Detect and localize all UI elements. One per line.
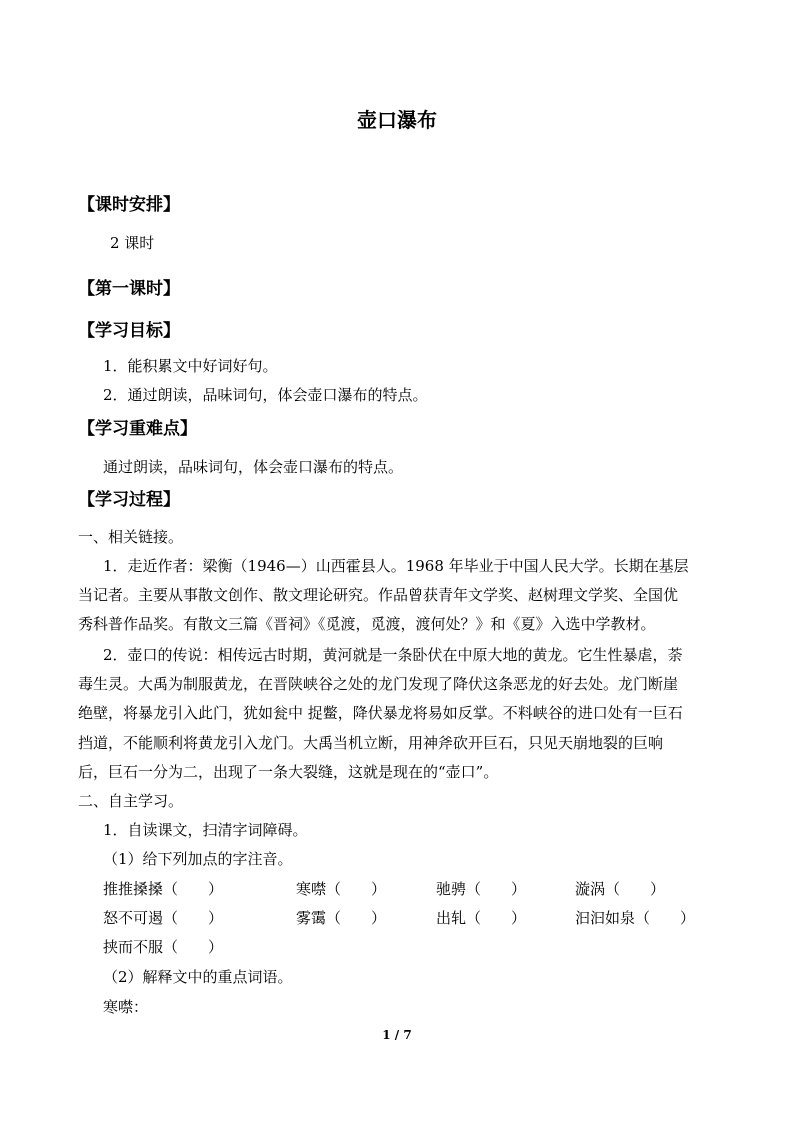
pinyin-item: 漩涡（ ） (575, 880, 666, 898)
pinyin-item: 汩汩如泉（ ） (575, 909, 696, 927)
pinyin-item: 推推搡搡（ ） (103, 880, 224, 898)
lesson1-heading: 【第一课时】 (78, 279, 180, 299)
part2-title: 二、自主学习。 (78, 792, 184, 810)
sub1: （1）给下列加点的字注音。 (103, 850, 293, 868)
para2-line: 绝壁，将暴龙引入此门，犹如瓮中 捉鳖，降伏暴龙将易如反掌。不料峡谷的进口处有一巨石 (78, 704, 683, 722)
para1-line: 秀科普作品奖。有散文三篇《晋祠》《觅渡，觅渡，渡何处？》和《夏》入选中学教材。 (78, 615, 656, 633)
goal-item: 1．能积累文中好词好句。 (103, 357, 278, 375)
para2-line: 后，巨石一分为二，出现了一条大裂缝，这就是现在的“壶口”。 (78, 763, 499, 781)
step1: 1．自读课文，扫清字词障碍。 (103, 821, 308, 839)
page-title: 壶口瀑布 (357, 108, 437, 132)
pinyin-item: 出轧（ ） (436, 909, 527, 927)
para1-line: 1．走近作者：梁衡（1946—）山西霍县人。1968 年毕业于中国人民大学。长期在基层 (103, 557, 689, 575)
pinyin-item: 寒噤（ ） (296, 880, 387, 898)
goals-heading: 【学习目标】 (78, 321, 180, 341)
para2-line: 挡道，不能顺利将黄龙引入龙门。大禹当机立断，用神斧砍开巨石，只见天崩地裂的巨响 (78, 734, 664, 752)
goal-item: 2．通过朗读，品味词句，体会壶口瀑布的特点。 (103, 386, 428, 404)
para2-line: 2．壶口的传说：相传远古时期，黄河就是一条卧伏在中原大地的黄龙。它生性暴虐，荼 (103, 646, 683, 664)
keypoints-text: 通过朗读，品味词句，体会壶口瀑布的特点。 (103, 458, 404, 476)
para1-line: 当记者。主要从事散文创作、散文理论研究。作品曾获青年文学奖、赵树理文学奖、全国优 (78, 586, 679, 604)
pinyin-item: 雾霭（ ） (296, 909, 387, 927)
term-label: 寒噤： (103, 998, 149, 1016)
pinyin-item: 怒不可遏（ ） (103, 909, 224, 927)
part1-title: 一、相关链接。 (78, 528, 184, 546)
keypoints-heading: 【学习重难点】 (78, 419, 197, 439)
process-heading: 【学习过程】 (78, 490, 180, 510)
sub2: （2）解释文中的重点词语。 (103, 968, 293, 986)
schedule-heading: 【课时安排】 (78, 195, 180, 215)
schedule-value: 2 课时 (110, 234, 155, 252)
pinyin-item: 驰骋（ ） (436, 880, 527, 898)
page-number: 1 / 7 (382, 1028, 412, 1042)
pinyin-item: 挟而不服（ ） (103, 938, 224, 956)
para2-line: 毒生灵。大禹为制服黄龙，在晋陕峡谷之处的龙门发现了降伏这条恶龙的好去处。龙门断崖 (78, 675, 679, 693)
